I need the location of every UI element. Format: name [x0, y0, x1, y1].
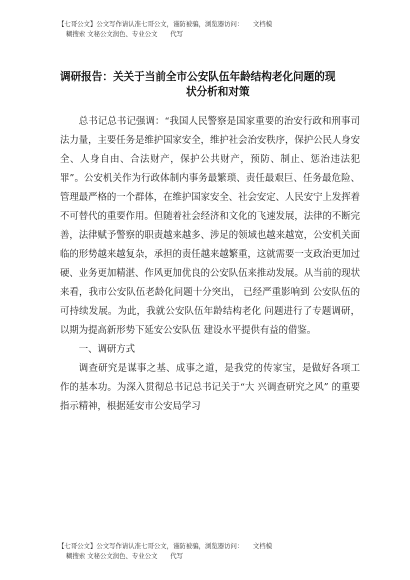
footer-line-2: 糊搜索 文秘公文润色、专业公文 代写: [66, 552, 184, 560]
document-body: [60, 112, 360, 416]
body-paragraph: 调查研究是谋事之基、成事之道，是我党的传家宝，是做好各项工作的基本功。为深入贯彻总书记总书记关于“大 兴调查研究之风” 的重要指示精神，根据延安市公安局学习: [60, 363, 360, 412]
footer-line-1: 【七哥公文】公文写作请认准七哥公文，谨防被骗，浏览器访问： 文档模: [58, 542, 273, 550]
title-line-1: 调研报告：关关于当前全市公安队伍年龄结构老化问题的现: [60, 71, 336, 83]
body-paragraph: 总书记总书记强调：“我国人民警察是国家重要的治安行政和刑事司法力量，主要任务是维护国家安全，维护社会治安秩序，保护公民人身安全、人身自由、合法财产，保护公共财产，预防、制止、惩治违法犯罪”。公安机关作为行政体制内事务最繁琐、责任最艰巨、任务最危险、管理最严格的一个群体，在维护国家安全、社会安定、人民安宁上发挥着不可替代的重要作用。但随着社会经济和文化的飞速发展，法律的不断完善，法律赋予警察的职责越来越多、涉足的领域也越来越宽，公安机关面临的形势越来越复杂，承担的责任越来越繁重，这就需要一支政治更加过硬、业务更加精湛、作风更加优良的公安队伍来推动发展。从当前的现状来看，我市公安队伍老龄化问题十分突出， 已经严重影响到 公安队伍的可持续发展。为此，我就公安队伍年龄结构老化 问题进行了专题调研，以期为提高新形势下延安公安队伍 建设水平提供有益的借鉴。: [60, 116, 361, 336]
document-title: [60, 70, 360, 100]
section-heading: 一、调研方式: [78, 344, 136, 355]
header-line-1: 【七哥公文】公文写作请认准七哥公文，谨防被骗，浏览器访问： 文档模: [58, 20, 273, 28]
page-header: [58, 19, 368, 39]
title-line-2: 状分析和对策: [186, 86, 250, 98]
header-line-2: 糊搜索 文秘公文润色、专业公文 代写: [66, 30, 184, 38]
page-footer: [58, 541, 368, 561]
